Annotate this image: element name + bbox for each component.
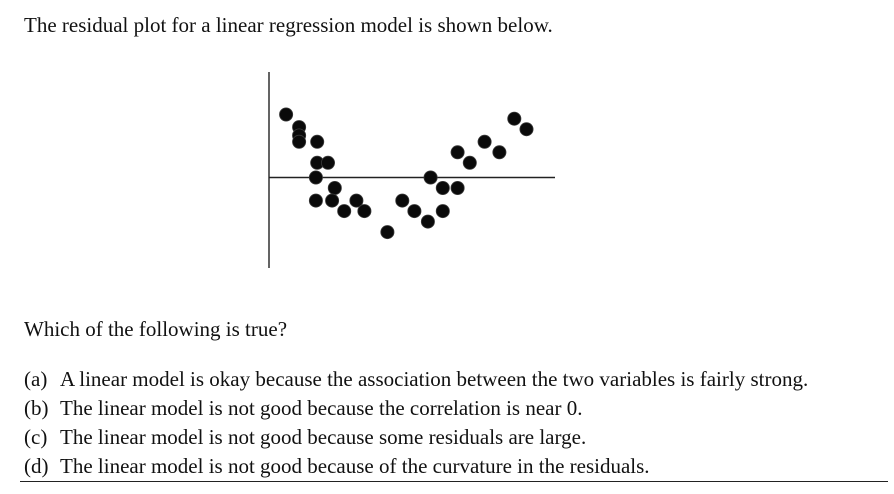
- option-d[interactable]: [24, 452, 808, 481]
- option-b-text: The linear model is not good because the correlation is near 0.: [60, 396, 583, 420]
- option-c-label: (c): [24, 425, 48, 449]
- answer-options: [24, 365, 808, 481]
- residual-point-15: [381, 226, 394, 239]
- option-a[interactable]: [24, 365, 808, 394]
- residual-point-20: [436, 205, 449, 218]
- residual-point-11: [326, 194, 339, 207]
- residual-point-1: [280, 108, 293, 121]
- question-text: Which of the following is true?: [24, 317, 288, 341]
- residual-point-16: [396, 194, 409, 207]
- residual-point-27: [508, 112, 521, 125]
- residual-point-10: [328, 181, 341, 194]
- residual-point-24: [463, 156, 476, 169]
- residual-points: [280, 108, 534, 239]
- residual-point-7: [321, 156, 334, 169]
- residual-point-19: [424, 171, 437, 184]
- option-b-label: (b): [24, 396, 49, 420]
- residual-point-26: [493, 146, 506, 159]
- bottom-rule: [20, 481, 888, 482]
- residual-point-9: [309, 171, 322, 184]
- residual-point-14: [358, 205, 371, 218]
- residual-point-18: [421, 215, 434, 228]
- option-c-text: The linear model is not good because some residuals are large.: [60, 425, 587, 449]
- residual-point-25: [478, 135, 491, 148]
- option-a-label: (a): [24, 367, 48, 391]
- residual-point-21: [436, 181, 449, 194]
- residual-point-12: [338, 205, 351, 218]
- residual-point-17: [408, 205, 421, 218]
- option-a-text: A linear model is okay because the association between the two variables is fairly strong.: [60, 367, 809, 391]
- residual-point-5: [311, 135, 324, 148]
- option-c[interactable]: [24, 423, 808, 452]
- option-b[interactable]: [24, 394, 808, 423]
- residual-point-28: [520, 123, 533, 136]
- residual-point-22: [451, 181, 464, 194]
- option-d-text: The linear model is not good because of the curvature in the residuals.: [60, 454, 650, 478]
- intro-text: The residual plot for a linear regression model is shown below.: [24, 13, 553, 37]
- option-d-label: (d): [24, 454, 49, 478]
- residual-point-4: [293, 135, 306, 148]
- residual-point-8: [309, 194, 322, 207]
- residual-point-23: [451, 146, 464, 159]
